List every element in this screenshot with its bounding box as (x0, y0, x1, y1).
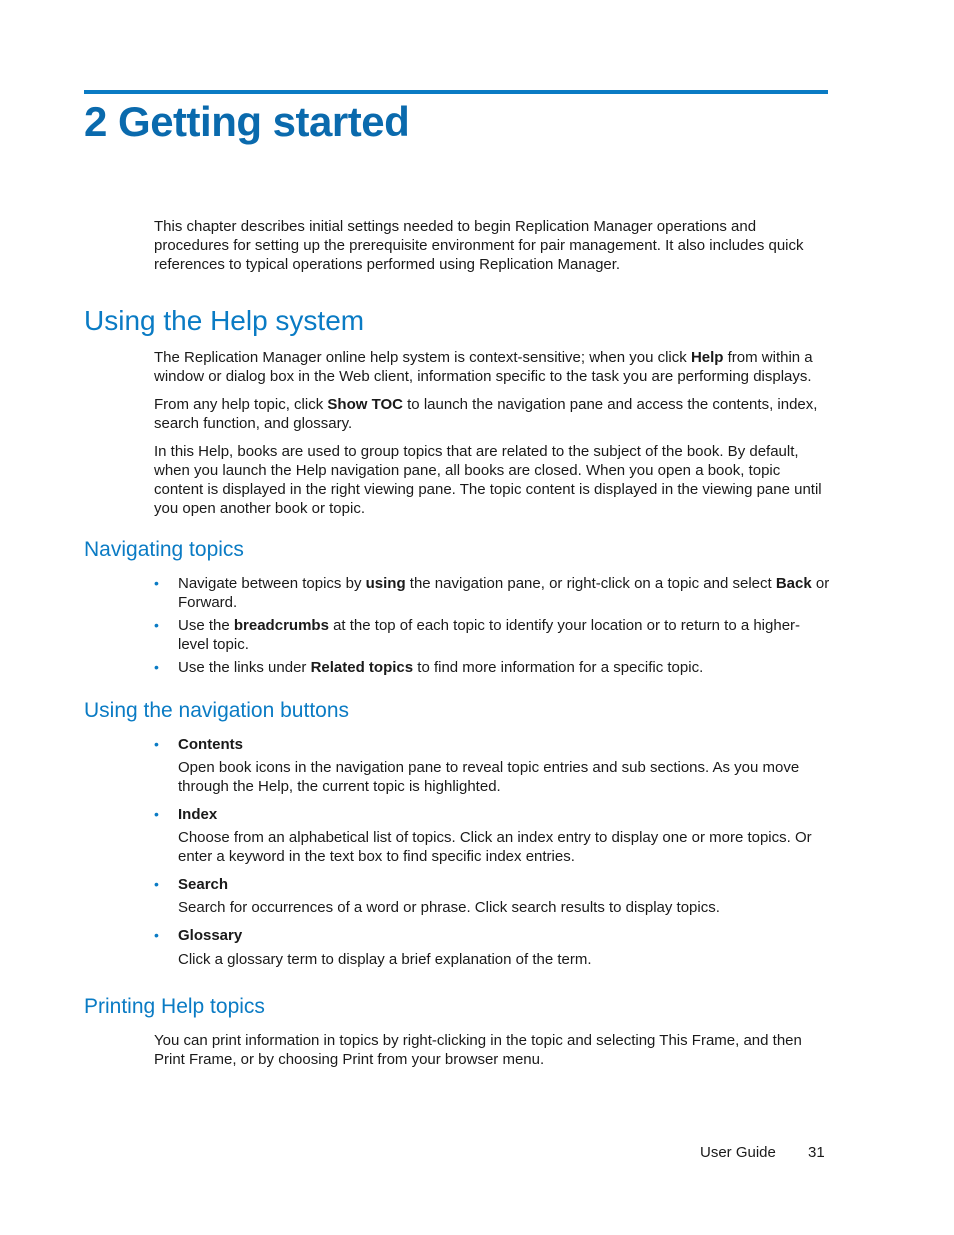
help-paragraph-2: From any help topic, click Show TOC to launch the navigation pane and access the contents, index, search function, and glossary. (154, 396, 818, 432)
navigation-buttons-heading: Using the navigation buttons (84, 699, 350, 722)
bullet-icon: • (154, 659, 159, 675)
glossary-description: Click a glossary term to display a brief explanation of the term. (178, 951, 592, 968)
bullet-icon: • (154, 927, 159, 943)
search-description: Search for occurrences of a word or phrase. Click search results to display topics. (178, 899, 720, 916)
help-system-heading: Using the Help system (84, 305, 365, 336)
list-item: • Use the breadcrumbs at the top of each topic to identify your location or to return to a higher-level topic. (154, 617, 801, 653)
list-item: • Use the links under Related topics to find more information for a specific topic. (154, 659, 704, 676)
bullet-icon: • (154, 806, 159, 822)
list-item: • Navigate between topics by using the navigation pane, or right-click on a topic and select Back or Forward. (154, 575, 830, 611)
help-paragraph-1: The Replication Manager online help system is context-sensitive; when you click Help from within a window or dialog box in the Web client, information specific to the task you are performing displays. (154, 349, 813, 385)
chapter-title: 2 Getting started (84, 98, 410, 145)
bullet-icon: • (154, 736, 159, 752)
bullet-icon: • (154, 876, 159, 892)
list-item: • Index (154, 806, 218, 823)
printing-heading: Printing Help topics (84, 995, 265, 1018)
help-paragraph-3: In this Help, books are used to group topics that are related to the subject of the book. By default, when you launch the Help navigation pane, all books are closed. When you open a book, topic content is displayed in the right viewing pane. The topic content is displayed in the viewing pane until you open another book or topic. (154, 443, 822, 517)
list-item: • Search (154, 876, 229, 893)
index-description: Choose from an alphabetical list of topics. Click an index entry to display one or more topics. Or enter a keyword in the text box to find specific index entries. (178, 829, 812, 865)
chapter-rule (84, 90, 828, 94)
list-item: • Contents (154, 736, 243, 753)
footer-label: User Guide (700, 1144, 776, 1161)
page-number: 31 (808, 1144, 825, 1161)
intro-paragraph: This chapter describes initial settings needed to begin Replication Manager operations and procedures for setting up the prerequisite environment for pair management. It also includes quick references to typical operations performed using Replication Manager. (154, 218, 804, 273)
navigating-topics-heading: Navigating topics (84, 538, 244, 561)
contents-description: Open book icons in the navigation pane to reveal topic entries and sub sections. As you move through the Help, the current topic is highlighted. (178, 759, 800, 795)
bullet-icon: • (154, 617, 159, 633)
list-item: • Glossary (154, 927, 243, 944)
bullet-icon: • (154, 575, 159, 591)
printing-paragraph: You can print information in topics by right-clicking in the topic and selecting This Frame, and then Print Frame, or by choosing Print from your browser menu. (154, 1032, 802, 1068)
